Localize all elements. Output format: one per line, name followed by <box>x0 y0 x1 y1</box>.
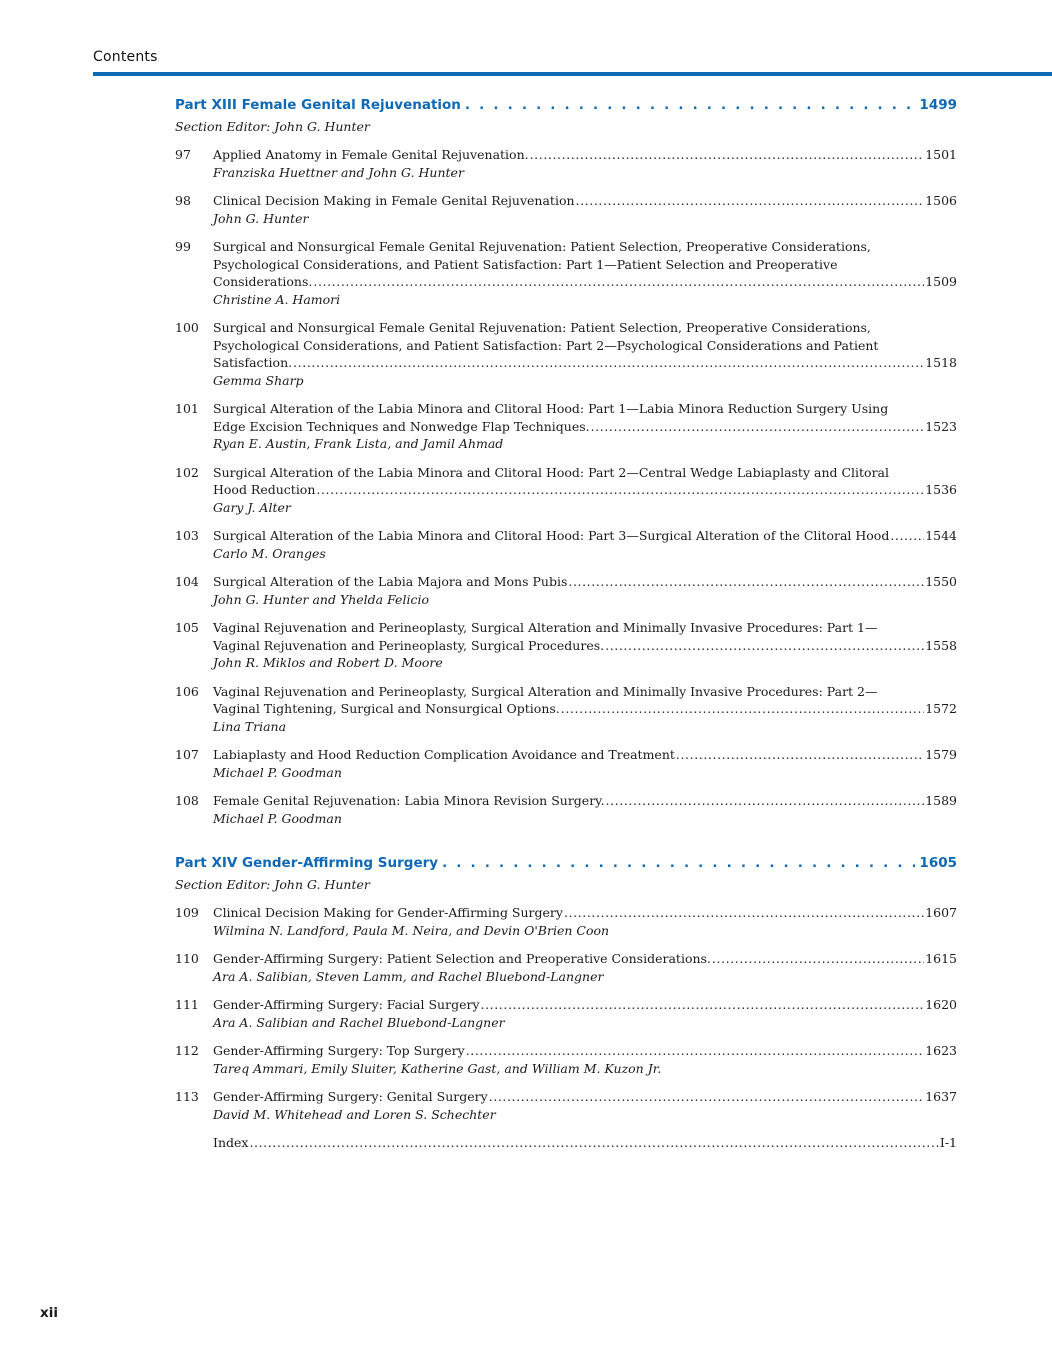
entry-body <box>213 192 957 227</box>
chapter-title: Hood Reduction <box>213 482 316 497</box>
dot-leader <box>465 95 916 115</box>
header-rule <box>93 72 1052 76</box>
chapter-title-line <box>213 354 957 372</box>
part-title: Part XIII Female Genital Rejuvenation <box>175 97 461 113</box>
entry-body <box>213 573 957 608</box>
chapter-number: 103 <box>175 528 199 543</box>
chapter-authors: Gary J. Alter <box>213 499 291 515</box>
part-page: 1605 <box>919 855 957 871</box>
chapter-title-line <box>213 792 957 810</box>
chapter-title: Gender-Affirming Surgery: Facial Surgery <box>213 997 480 1012</box>
chapter-authors: David M. Whitehead and Loren S. Schechter <box>213 1106 496 1122</box>
dot-leader <box>466 1042 925 1060</box>
chapter-page: 1589 <box>925 793 957 808</box>
table-of-contents <box>175 95 957 1165</box>
part-heading[interactable] <box>175 95 957 115</box>
chapter-authors: Ryan E. Austin, Frank Lista, and Jamil Ahmad <box>213 436 504 451</box>
chapter-authors: John G. Hunter and Yhelda Felicio <box>213 591 429 607</box>
dot-leader <box>606 792 925 810</box>
chapter-page: I-1 <box>939 1135 957 1150</box>
chapter-authors: Ara A. Salibian, Steven Lamm, and Rachel Bluebond-Langner <box>213 968 604 984</box>
entry-body <box>213 319 957 389</box>
dot-leader <box>442 853 915 873</box>
toc-entry[interactable] <box>175 996 957 1031</box>
chapter-title: Female Genital Rejuvenation: Labia Minora Revision Surgery. <box>213 793 605 808</box>
entry-body <box>213 746 957 781</box>
section-editor: Section Editor: John G. Hunter <box>175 119 370 134</box>
chapter-title: Surgical Alteration of the Labia Majora and Mons Pubis <box>213 574 568 589</box>
chapter-title-line: Vaginal Rejuvenation and Perineoplasty, Surgical Alteration and Minimally Invasive Procedures: Part 2— <box>213 683 878 699</box>
toc-entry[interactable] <box>175 573 957 608</box>
chapter-number: 111 <box>175 997 199 1012</box>
dot-leader <box>605 637 924 655</box>
chapter-title-line <box>213 527 957 545</box>
chapter-title: Satisfaction. <box>213 355 293 370</box>
toc-entry[interactable] <box>175 950 957 985</box>
toc-entry[interactable] <box>175 464 957 517</box>
toc-entry[interactable] <box>175 1042 957 1077</box>
entry-body <box>213 904 957 939</box>
entry-body <box>213 527 957 562</box>
dot-leader <box>293 354 924 372</box>
entry-body <box>213 238 957 308</box>
chapter-number <box>175 1134 213 1152</box>
chapter-number: 113 <box>175 1089 199 1104</box>
part-page: 1499 <box>919 97 957 113</box>
part-title: Part XIV Gender-Affirming Surgery <box>175 855 439 871</box>
chapter-title: Considerations. <box>213 274 313 289</box>
toc-entry[interactable] <box>175 746 957 781</box>
dot-leader <box>313 273 924 291</box>
chapter-title-line <box>213 1042 957 1060</box>
chapter-authors: John R. Miklos and Robert D. Moore <box>213 655 443 670</box>
chapter-title-line: Psychological Considerations, and Patient Satisfaction: Part 2—Psychological Considerations and Patient <box>213 337 879 353</box>
chapter-title: Gender-Affirming Surgery: Patient Selection and Preoperative Considerations. <box>213 951 711 966</box>
chapter-title: Gender-Affirming Surgery: Top Surgery <box>213 1043 465 1058</box>
chapter-number: 107 <box>175 747 199 762</box>
chapter-title-line: Surgical and Nonsurgical Female Genital Rejuvenation: Patient Selection, Preoperative Considerations, <box>213 239 871 254</box>
toc-entry[interactable] <box>175 1088 957 1123</box>
chapter-title-line <box>213 904 957 922</box>
chapter-authors: Carlo M. Oranges <box>213 545 326 561</box>
chapter-title-line <box>213 637 957 655</box>
chapter-title-line <box>213 1088 957 1106</box>
chapter-title: Vaginal Rejuvenation and Perineoplasty, Surgical Procedures. <box>213 637 605 653</box>
chapter-title-line: Surgical Alteration of the Labia Minora and Clitoral Hood: Part 2—Central Wedge Labiaplasty and Clitoral <box>213 464 890 480</box>
toc-entry[interactable] <box>175 904 957 939</box>
chapter-number: 105 <box>175 620 199 635</box>
toc-entry[interactable] <box>175 527 957 562</box>
dot-leader <box>591 418 925 436</box>
chapter-title: Edge Excision Techniques and Nonwedge Flap Techniques. <box>213 418 590 434</box>
chapter-number: 98 <box>175 193 191 208</box>
dot-leader <box>576 192 925 210</box>
chapter-page: 1501 <box>925 147 957 162</box>
page-number: xii <box>40 1305 58 1321</box>
chapter-number: 99 <box>175 239 191 254</box>
entry-body <box>213 792 957 827</box>
chapter-page: 1506 <box>925 193 957 208</box>
toc-entry[interactable] <box>175 192 957 227</box>
chapter-page: 1572 <box>925 701 957 716</box>
toc-entry[interactable] <box>175 400 957 453</box>
chapter-number: 104 <box>175 574 199 589</box>
toc-entry[interactable] <box>175 619 957 672</box>
dot-leader <box>890 527 924 545</box>
dot-leader <box>249 1134 938 1152</box>
entry-body <box>213 1042 957 1077</box>
chapter-page: 1558 <box>925 637 957 653</box>
chapter-authors: Michael P. Goodman <box>213 764 342 780</box>
chapter-page: 1607 <box>925 905 957 920</box>
chapter-title-line <box>213 573 957 591</box>
toc-entry[interactable] <box>175 238 957 308</box>
chapter-authors: Christine A. Hamori <box>213 291 341 307</box>
chapter-title: Clinical Decision Making for Gender-Affirming Surgery <box>213 905 563 920</box>
chapter-authors: Ara A. Salibian and Rachel Bluebond-Langner <box>213 1014 505 1030</box>
chapter-title-line <box>213 1134 957 1152</box>
chapter-title-line: Psychological Considerations, and Patient Satisfaction: Part 1—Patient Selection and Preoperative <box>213 256 838 272</box>
chapter-page: 1615 <box>925 951 957 966</box>
chapter-title: Gender-Affirming Surgery: Genital Surgery <box>213 1089 488 1104</box>
entry-body <box>213 400 957 453</box>
entry-body <box>213 1134 957 1152</box>
chapter-number: 100 <box>175 320 199 335</box>
chapter-title-line <box>213 746 957 764</box>
chapter-title: Vaginal Tightening, Surgical and Nonsurgical Options. <box>213 701 560 716</box>
dot-leader <box>568 573 924 591</box>
chapter-authors: Wilmina N. Landford, Paula M. Neira, and Devin O'Brien Coon <box>213 922 610 938</box>
part-heading[interactable] <box>175 853 957 873</box>
entry-body <box>213 950 957 985</box>
dot-leader <box>489 1088 925 1106</box>
entry-body <box>213 996 957 1031</box>
chapter-title: Labiaplasty and Hood Reduction Complication Avoidance and Treatment <box>213 747 675 762</box>
chapter-page: 1623 <box>925 1043 957 1058</box>
entry-body <box>213 1088 957 1123</box>
chapter-title-line: Surgical Alteration of the Labia Minora and Clitoral Hood: Part 1—Labia Minora Reduction Surgery Using <box>213 401 889 416</box>
chapter-page: 1637 <box>925 1089 957 1104</box>
chapter-authors: Michael P. Goodman <box>213 810 342 826</box>
toc-entry[interactable] <box>175 683 957 736</box>
chapter-number: 109 <box>175 905 199 920</box>
toc-entry[interactable] <box>175 319 957 389</box>
chapter-number: 102 <box>175 464 199 480</box>
toc-entry[interactable] <box>175 146 957 181</box>
chapter-title-line <box>213 700 957 718</box>
dot-leader <box>564 904 924 922</box>
toc-part <box>175 853 957 1152</box>
chapter-number: 110 <box>175 951 199 966</box>
entry-body <box>213 146 957 181</box>
chapter-number: 108 <box>175 793 199 808</box>
chapter-title-line <box>213 481 957 499</box>
chapter-title: Applied Anatomy in Female Genital Rejuvenation. <box>213 147 529 162</box>
chapter-title-line <box>213 273 957 291</box>
chapter-page: 1518 <box>925 355 957 370</box>
chapter-authors: John G. Hunter <box>213 210 309 226</box>
dot-leader <box>676 746 924 764</box>
chapter-title-line <box>213 950 957 968</box>
chapter-title-line <box>213 192 957 210</box>
entry-body <box>213 464 957 517</box>
chapter-number: 112 <box>175 1043 199 1058</box>
chapter-page: 1550 <box>925 574 957 589</box>
section-editor: Section Editor: John G. Hunter <box>175 877 370 892</box>
chapter-page: 1536 <box>925 482 957 497</box>
chapter-authors: Lina Triana <box>213 718 287 734</box>
running-head: Contents <box>93 49 158 65</box>
chapter-title: Surgical Alteration of the Labia Minora and Clitoral Hood: Part 3—Surgical Alteration of the Clitoral Hood <box>213 528 890 543</box>
chapter-authors: Gemma Sharp <box>213 372 304 388</box>
chapter-page: 1544 <box>925 528 957 543</box>
chapter-title-line <box>213 996 957 1014</box>
toc-entry[interactable] <box>175 792 957 827</box>
entry-body <box>213 619 957 672</box>
dot-leader <box>561 700 924 718</box>
toc-entry[interactable] <box>175 1134 957 1152</box>
chapter-authors: Tareq Ammari, Emily Sluiter, Katherine Gast, and William M. Kuzon Jr. <box>213 1060 662 1076</box>
dot-leader <box>712 950 924 968</box>
chapter-title-line: Surgical and Nonsurgical Female Genital Rejuvenation: Patient Selection, Preoperative Considerations, <box>213 320 871 335</box>
chapter-title: Clinical Decision Making in Female Genital Rejuvenation <box>213 193 575 208</box>
chapter-title-line <box>213 146 957 164</box>
chapter-number: 97 <box>175 147 191 162</box>
dot-leader <box>530 146 925 164</box>
chapter-title: Index <box>213 1135 249 1150</box>
toc-part <box>175 95 957 827</box>
dot-leader <box>316 481 924 499</box>
chapter-page: 1579 <box>925 747 957 762</box>
chapter-page: 1509 <box>925 274 957 289</box>
chapter-page: 1620 <box>925 997 957 1012</box>
entry-body <box>213 683 957 736</box>
chapter-number: 106 <box>175 683 199 699</box>
chapter-authors: Franziska Huettner and John G. Hunter <box>213 164 464 180</box>
chapter-number: 101 <box>175 401 199 416</box>
chapter-title-line <box>213 418 957 436</box>
chapter-page: 1523 <box>925 418 957 434</box>
chapter-title-line: Vaginal Rejuvenation and Perineoplasty, Surgical Alteration and Minimally Invasive Procedures: Part 1— <box>213 620 878 635</box>
dot-leader <box>481 996 925 1014</box>
